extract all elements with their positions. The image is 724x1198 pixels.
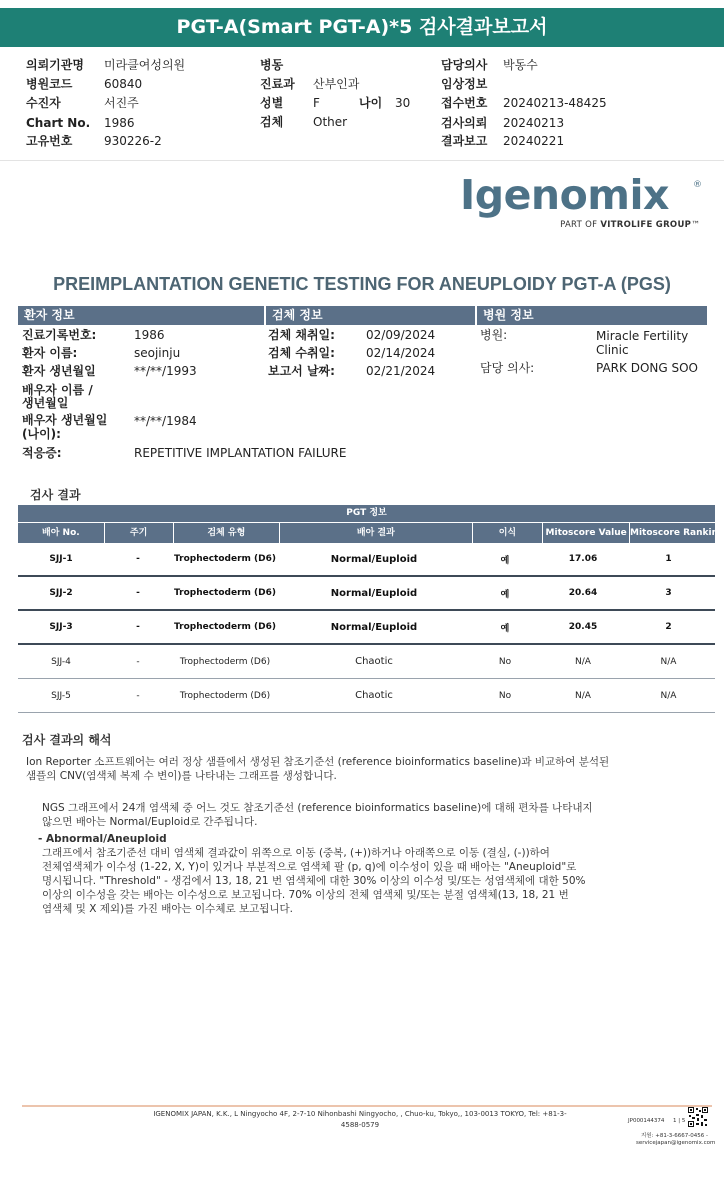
cell-cycle: -	[136, 690, 140, 701]
abnormal-title: - Abnormal/Aneuploid	[38, 833, 167, 845]
cell-mitoscore-ranking: N/A	[660, 656, 677, 667]
header-value-receipt-no: 20240213-48425	[503, 96, 607, 110]
para3-line5: 염색체 및 X 제외)를 가진 배아는 이수체로 보고됩니다.	[42, 903, 293, 915]
header-value-hospital-code: 60840	[104, 77, 143, 91]
para2-line2: 않으면 배아는 Normal/Euploid로 간주됩니다.	[42, 816, 258, 828]
table-row	[18, 611, 715, 645]
patient-dob-value: **/**/1993	[134, 364, 197, 378]
patient-name-value: seojinju	[134, 346, 181, 360]
table-row	[18, 645, 715, 679]
cell-mitoscore-value: 20.64	[568, 588, 598, 598]
specimen-received-value: 02/14/2024	[366, 346, 436, 360]
qr-code-icon	[688, 1107, 708, 1127]
header-divider	[0, 160, 724, 161]
para1-line1: Ion Reporter 소프트웨어는 여러 정상 샘플에서 생성된 참조기준선 (reference bioinformatics baseline)과 비교하여 분석된	[26, 756, 610, 768]
cell-transfer: No	[498, 690, 512, 701]
header-label-report-date: 결과보고	[441, 134, 488, 148]
specimen-received-label: 검체 수취일:	[268, 346, 335, 360]
spouse-dob-value: **/**/1984	[134, 414, 197, 428]
header-label-receipt-no: 접수번호	[441, 96, 488, 110]
cell-embryo-no: SJJ-3	[49, 622, 73, 632]
table-header-transfer: 이식	[473, 523, 543, 543]
section-header-patient: 환자 정보	[18, 306, 264, 325]
logo-wordmark: Igenomix	[460, 171, 669, 219]
table-row	[18, 543, 715, 577]
logo-registered-mark: ®	[693, 180, 702, 190]
table-header-sample-type: 검체 유형	[174, 523, 280, 543]
header-label-specimen: 검체	[260, 115, 284, 129]
patient-dob-label: 환자 생년월일	[22, 364, 96, 378]
interpretation-paragraph-2	[42, 801, 593, 829]
table-row	[18, 679, 715, 713]
cell-transfer: 예	[500, 589, 510, 600]
table-title: PGT 정보	[18, 505, 715, 522]
cell-transfer: 예	[500, 623, 510, 634]
header-label-patient: 수진자	[26, 96, 61, 110]
header-label-clinical-info: 임상정보	[441, 77, 488, 91]
cell-embryo-no: SJJ-4	[51, 656, 71, 667]
cell-mitoscore-value: N/A	[575, 656, 591, 667]
header-label-institution: 의뢰기관명	[26, 58, 84, 72]
header-value-patient: 서진주	[104, 96, 139, 110]
table-header-row	[18, 523, 724, 543]
cell-mitoscore-value: 20.45	[568, 622, 598, 632]
footer-address	[100, 1109, 620, 1131]
header-label-unique-no: 고유번호	[26, 134, 73, 148]
header-label-doctor: 담당의사	[441, 58, 488, 72]
cell-mitoscore-value: N/A	[575, 690, 591, 701]
header-value-department: 산부인과	[313, 77, 360, 91]
report-title: PGT-A(Smart PGT-A)*5 검사결과보고서	[0, 8, 724, 47]
cell-sample-type: Trophectoderm (D6)	[173, 554, 276, 564]
cell-sample-type: Trophectoderm (D6)	[173, 588, 276, 598]
header-value-sex: F	[313, 96, 320, 110]
spouse-name-label-line2: 생년월일	[22, 396, 69, 410]
table-header-cycle: 주기	[105, 523, 173, 543]
cell-cycle: -	[136, 588, 140, 598]
cell-sample-type: Trophectoderm (D6)	[179, 656, 271, 667]
footer-contact-email: servicejapan@igenomix.com	[636, 1140, 716, 1146]
patient-chart-label: 진료기록번호:	[22, 328, 97, 342]
specimen-collected-value: 02/09/2024	[366, 328, 436, 342]
header-value-institution: 미라클여성의원	[104, 58, 186, 72]
logo-sub-brand: VITROLIFE GROUP	[600, 220, 692, 230]
footer-divider	[22, 1105, 712, 1107]
table-header-mitoscore-value: Mitoscore Value	[543, 523, 629, 543]
table-header-embryo-result: 배아 결과	[280, 523, 471, 543]
specimen-collected-label: 검체 채취일:	[268, 328, 335, 342]
header-value-specimen: Other	[313, 115, 348, 129]
header-value-report-date: 20240221	[503, 134, 565, 148]
section-header-specimen: 검체 정보	[266, 306, 475, 325]
spouse-name-label-line1: 배우자 이름 /	[22, 383, 93, 397]
table-row	[18, 577, 715, 611]
hospital-label: 병원:	[480, 328, 508, 342]
cell-embryo-no: SJJ-5	[51, 690, 71, 701]
cell-mitoscore-ranking: 2	[665, 622, 672, 632]
spouse-dob-label-line2: (나이):	[22, 427, 61, 441]
cell-cycle: -	[136, 656, 140, 667]
results-title: 검사 결과	[30, 488, 81, 502]
doctor-label: 담당 의사:	[480, 361, 535, 375]
indication-label: 적응증:	[22, 446, 62, 460]
para2-line1: NGS 그래프에서 24개 염색체 중 어느 것도 참조기준선 (reference bioinformatics baseline)에 대해 편차를 나타내지	[42, 802, 593, 814]
logo-sub-tm: ™	[691, 220, 700, 230]
cell-mitoscore-ranking: 3	[665, 588, 672, 598]
interpretation-title: 검사 결과의 해석	[22, 733, 112, 747]
indication-value: REPETITIVE IMPLANTATION FAILURE	[134, 446, 347, 460]
footer-contact	[636, 1133, 716, 1147]
table-header-mitoscore-ranking: Mitoscore Ranking	[630, 523, 715, 543]
para1-line2: 샘플의 CNV(염색체 복제 수 변이)를 나타내는 그래프를 생성합니다.	[26, 770, 337, 782]
main-title: PREIMPLANTATION GENETIC TESTING FOR ANEUPLOIDY PGT-A (PGS)	[53, 274, 671, 294]
footer-address-line2: 4588-0579	[340, 1121, 380, 1129]
cell-sample-type: Trophectoderm (D6)	[179, 690, 271, 701]
header-label-ward: 병동	[260, 58, 284, 72]
header-label-request-date: 검사의뢰	[441, 116, 488, 130]
header-value-unique-no: 930226-2	[104, 134, 162, 148]
cell-mitoscore-ranking: 1	[665, 554, 672, 564]
para3-line4: 이상의 이수성을 갖는 배아는 이수성으로 보고됩니다. 70% 이상의 전체 염색체 및/또는 분절 염색체(13, 18, 21 번	[42, 889, 569, 901]
header-label-department: 진료과	[260, 77, 295, 91]
header-label-age: 나이	[359, 96, 383, 110]
section-header-hospital: 병원 정보	[477, 306, 707, 325]
cell-embryo-result: Chaotic	[355, 690, 393, 701]
para3-line3: 명시됩니다. "Threshold" - 생검에서 13, 18, 21 번 염색체에 대한 30% 이상의 이수성 및/또는 성염색체에 대한 50%	[42, 875, 586, 887]
report-date-label: 보고서 날짜:	[268, 364, 335, 378]
cell-embryo-no: SJJ-1	[49, 554, 73, 564]
cell-cycle: -	[136, 554, 140, 564]
logo-subtitle	[560, 220, 700, 230]
header-value-chart-no: 1986	[104, 116, 135, 130]
spouse-dob-label-line1: 배우자 생년월일	[22, 413, 108, 427]
header-label-hospital-code: 병원코드	[26, 77, 73, 91]
cell-cycle: -	[136, 622, 140, 632]
header-value-request-date: 20240213	[503, 116, 565, 130]
table-header-embryo-no: 배아 No.	[18, 523, 104, 543]
cell-embryo-result: Normal/Euploid	[330, 587, 418, 599]
cell-embryo-result: Chaotic	[355, 656, 393, 667]
header-value-age: 30	[395, 96, 411, 110]
interpretation-paragraph-1	[26, 755, 609, 783]
cell-sample-type: Trophectoderm (D6)	[173, 622, 276, 632]
report-date-value: 02/21/2024	[366, 364, 436, 378]
cell-embryo-result: Normal/Euploid	[330, 553, 418, 565]
cell-embryo-no: SJJ-2	[49, 588, 73, 598]
footer-doc-code: JP000144374	[628, 1118, 665, 1124]
cell-mitoscore-value: 17.06	[568, 554, 598, 564]
footer-contact-phone: 지원: +81-3-6667-0456 -	[640, 1133, 708, 1139]
patient-chart-value: 1986	[134, 328, 165, 342]
header-label-sex: 성별	[260, 96, 284, 110]
para3-line1: 그래프에서 참조기준선 대비 염색체 결과값이 위쪽으로 이동 (중복, (+))하거나 아래쪽으로 이동 (결실, (-))하여	[42, 847, 550, 859]
igenomix-logo	[460, 172, 706, 234]
footer-page-number: 1 | 5	[673, 1118, 686, 1124]
para3-line2: 전체염색체가 이수성 (1-22, X, Y)이 있거나 부분적으로 염색체 팔 (p, q)에 이수성이 있을 때 배아는 "Aneuploid"로	[42, 861, 577, 873]
hospital-value-line2: Clinic	[596, 343, 629, 357]
cell-mitoscore-ranking: N/A	[660, 690, 677, 701]
cell-transfer: No	[498, 656, 512, 667]
hospital-value-line1: Miracle Fertility	[596, 329, 689, 343]
header-label-chart-no: Chart No.	[26, 116, 91, 130]
logo-sub-prefix: PART OF	[560, 220, 598, 230]
doctor-value: PARK DONG SOO	[596, 361, 698, 375]
cell-embryo-result: Normal/Euploid	[330, 621, 418, 633]
cell-transfer: 예	[500, 555, 510, 566]
interpretation-paragraph-3	[42, 846, 585, 916]
header-value-doctor: 박동수	[503, 58, 538, 72]
footer-address-line1: IGENOMIX JAPAN, K.K., L Ningyocho 4F, 2-7-10 Nihonbashi Ningyocho, , Chuo-ku, Tokyo,, 103-0013 TOKYO, Tel: +81-3-	[153, 1110, 567, 1118]
patient-name-label: 환자 이름:	[22, 346, 78, 360]
